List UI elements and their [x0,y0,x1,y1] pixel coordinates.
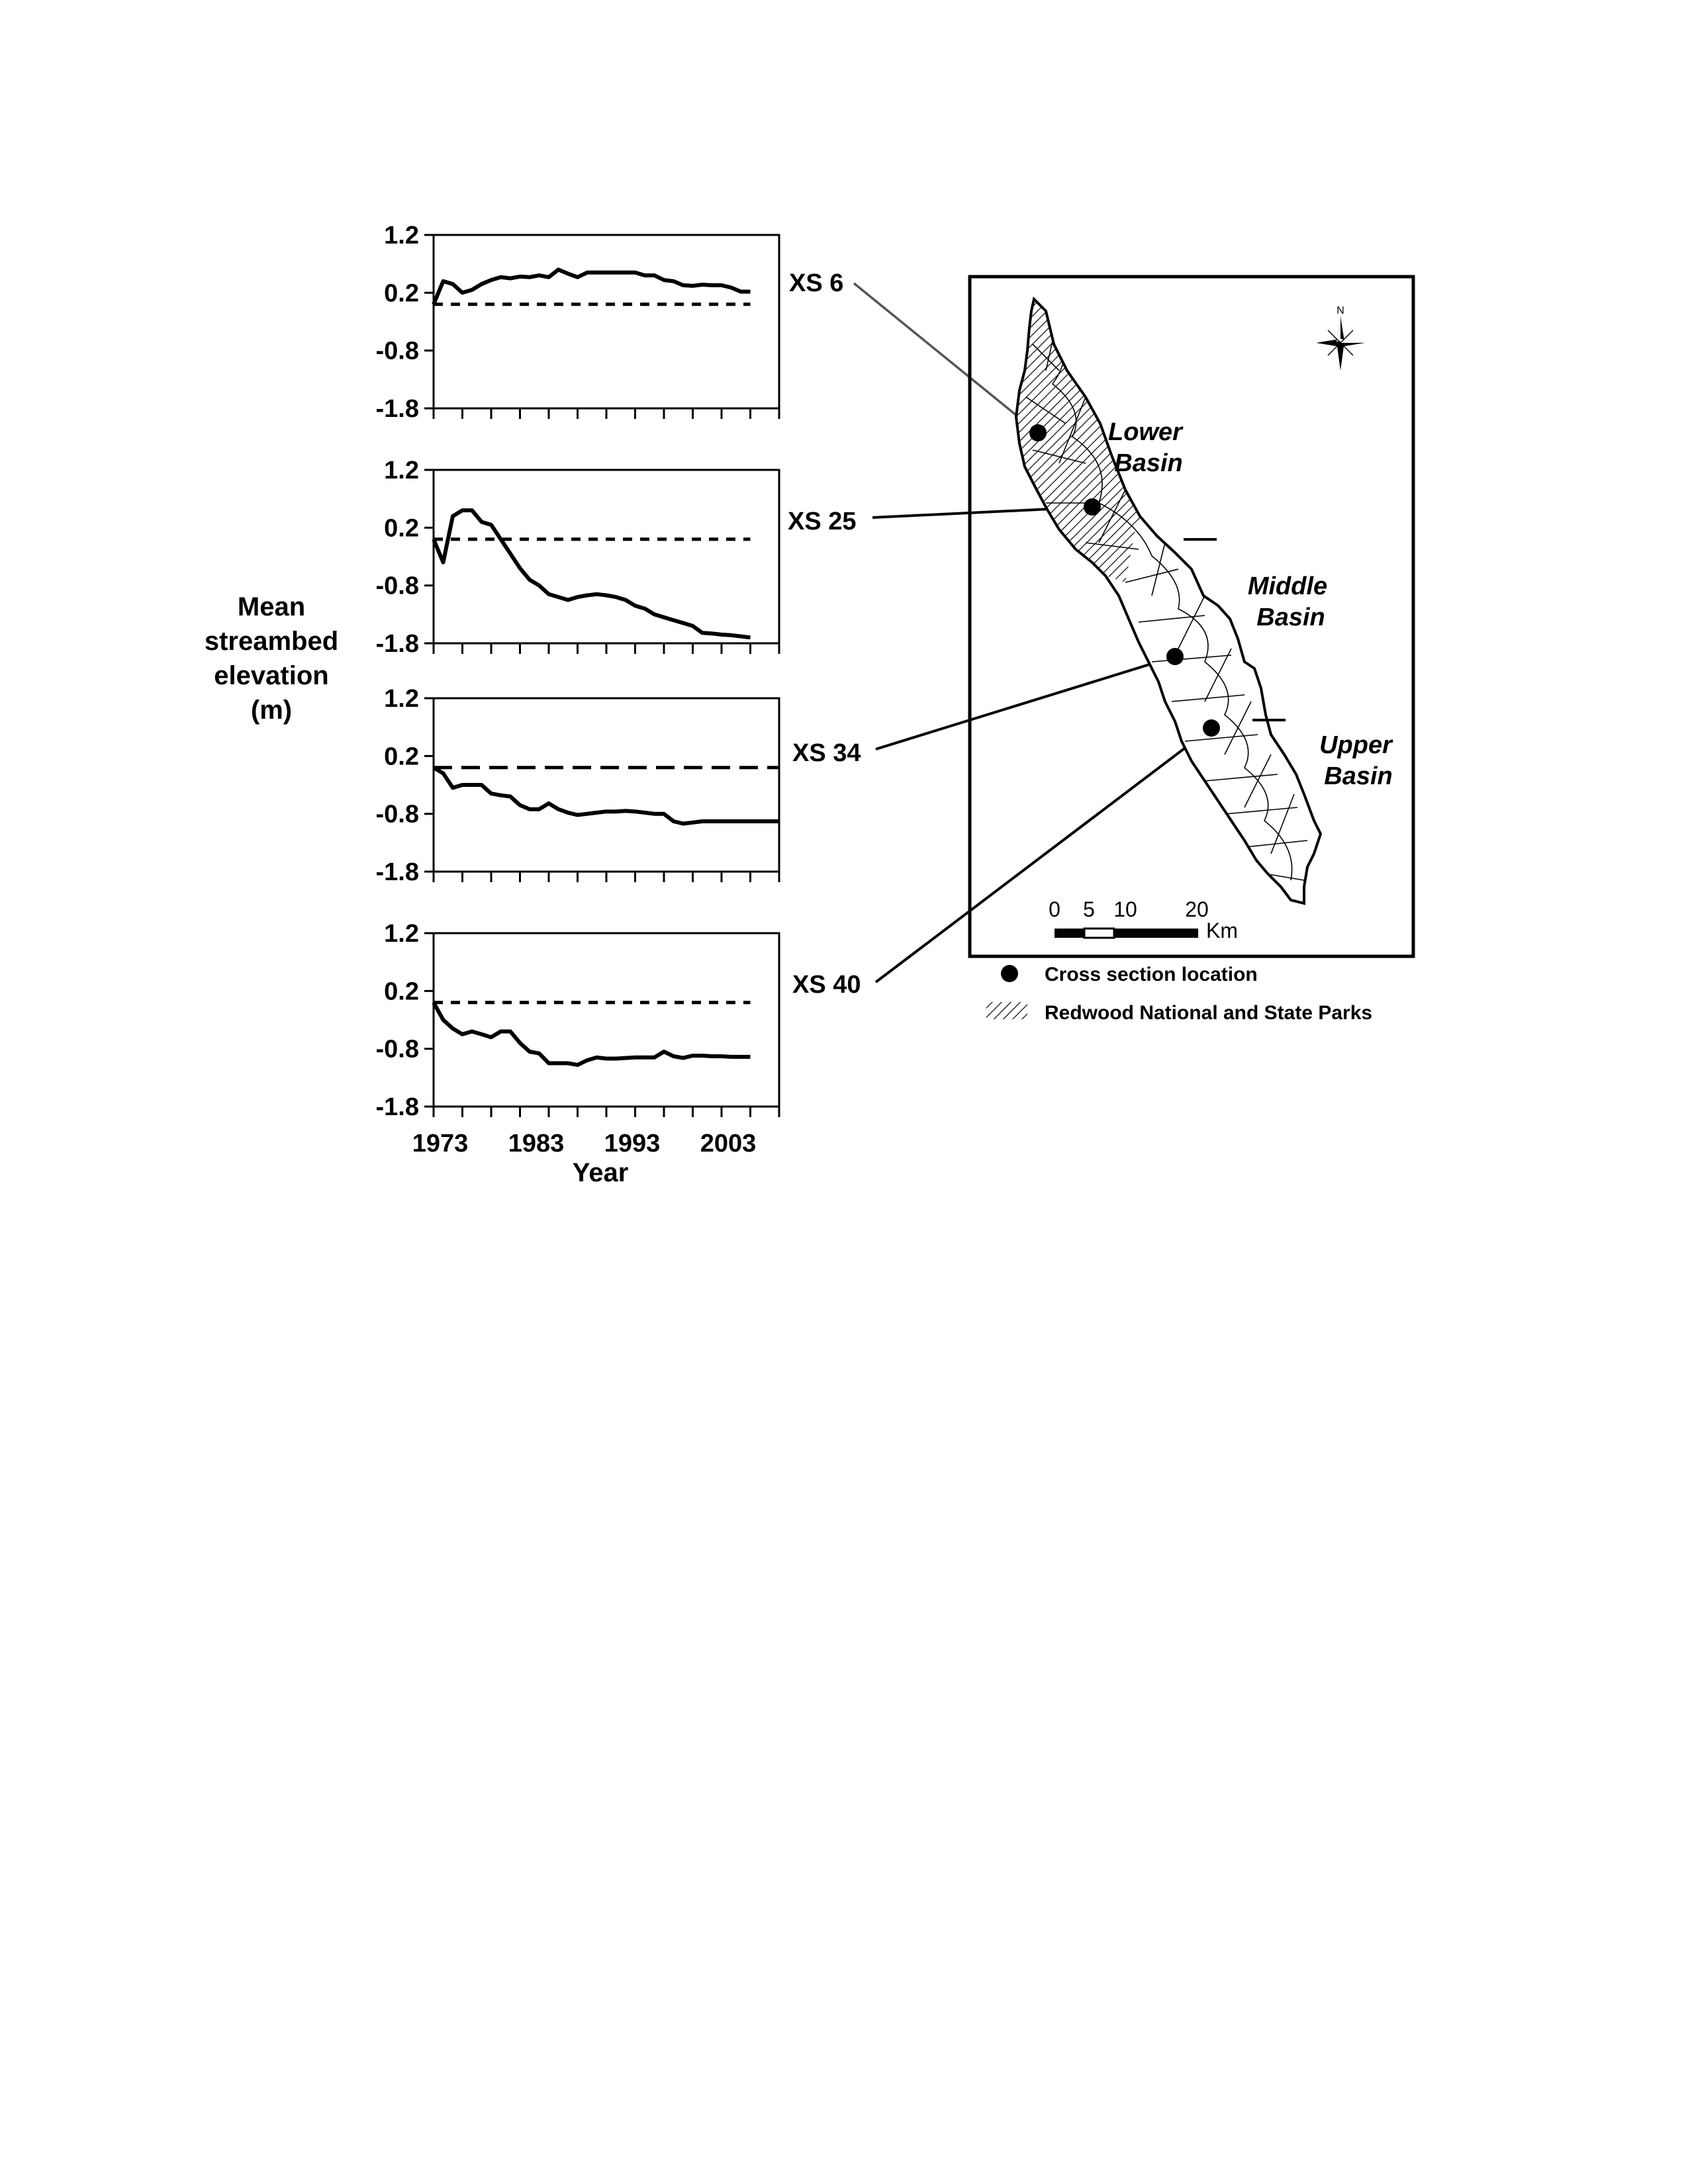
chart-4-xtick-label-0: 1973 [412,1130,469,1158]
chart-2-elevation-line [434,510,751,637]
basin-upper-line-1: Upper [1319,731,1392,759]
y-axis-title-line-1: Mean [237,592,306,621]
chart-3-elevation-line [434,768,779,824]
legend-park-label: Redwood National and State Parks [1045,1002,1373,1024]
legend-park-symbol [986,1002,1027,1019]
y-axis-title-line-2: streambed [204,627,339,656]
scale-tick-5: 5 [1083,897,1095,921]
x-axis-title: Year [572,1158,629,1187]
xs-label-6: XS 6 [789,269,844,297]
chart-1-ytick-label-1: 0.2 [384,279,419,308]
chart-4-frame [434,933,779,1107]
chart-2-ytick-label-2: -0.8 [375,572,419,600]
chart-2-ytick-label-1: 0.2 [384,514,419,543]
y-axis-title-line-4: (m) [250,696,293,725]
legend-cross-section-label: Cross section location [1045,964,1258,985]
chart-1-ytick-label-2: -0.8 [375,337,419,365]
chart-2-ytick-label-3: -1.8 [375,630,419,658]
leader-line-xs-6 [854,283,1038,433]
chart-1-ytick-label-3: -1.8 [375,395,419,423]
basin-lower-line-1: Lower [1108,418,1182,446]
scale-tick-0: 0 [1049,897,1060,921]
basin-upper-line-2: Basin [1324,762,1393,790]
chart-4-xtick-label-1: 1983 [508,1130,565,1158]
xs-40-marker [1203,719,1220,737]
basin-middle-line-1: Middle [1247,572,1328,600]
chart-3-ytick-label-3: -1.8 [375,858,419,886]
leader-line-xs-40 [876,728,1211,982]
elevation-charts [376,222,779,1158]
scale-unit: Km [1206,919,1238,942]
chart-2-frame [434,470,779,643]
chart-3-ytick-label-1: 0.2 [384,743,419,771]
basin-middle-line-2: Basin [1256,604,1325,631]
chart-1-ytick-label-0: 1.2 [384,222,419,250]
scale-tick-20: 20 [1185,897,1209,921]
scale-tick-10: 10 [1113,897,1137,921]
xs-label-40: XS 40 [792,971,861,999]
xs-label-34: XS 34 [792,739,861,767]
chart-4-ytick-label-3: -1.8 [375,1093,419,1121]
chart-1-elevation-line [434,269,751,304]
chart-3-ytick-label-2: -0.8 [375,800,419,829]
scale-bar [1055,929,1198,938]
chart-2-ytick-label-0: 1.2 [384,457,419,484]
chart-4-xtick-label-2: 1993 [604,1130,661,1158]
chart-4-ytick-label-2: -0.8 [375,1035,419,1064]
legend-cross-section-symbol [1001,965,1018,982]
chart-1-frame [434,235,779,408]
xs-label-25: XS 25 [788,508,857,535]
chart-4-xtick-label-3: 2003 [700,1130,757,1158]
xs-6-marker [1029,424,1047,441]
xs-34-marker [1166,648,1184,665]
leader-line-xs-34 [876,657,1175,749]
chart-3-frame [434,698,779,872]
chart-4-ytick-label-1: 0.2 [384,978,419,1006]
chart-4-elevation-line [434,1003,751,1065]
north-arrow-icon [1316,316,1365,371]
basin-lower-line-2: Basin [1114,449,1183,477]
y-axis-title-line-3: elevation [214,661,329,690]
north-label: N [1336,305,1344,316]
xs-25-marker [1084,498,1101,516]
chart-3-ytick-label-0: 1.2 [384,685,419,713]
chart-4-ytick-label-0: 1.2 [384,920,419,948]
